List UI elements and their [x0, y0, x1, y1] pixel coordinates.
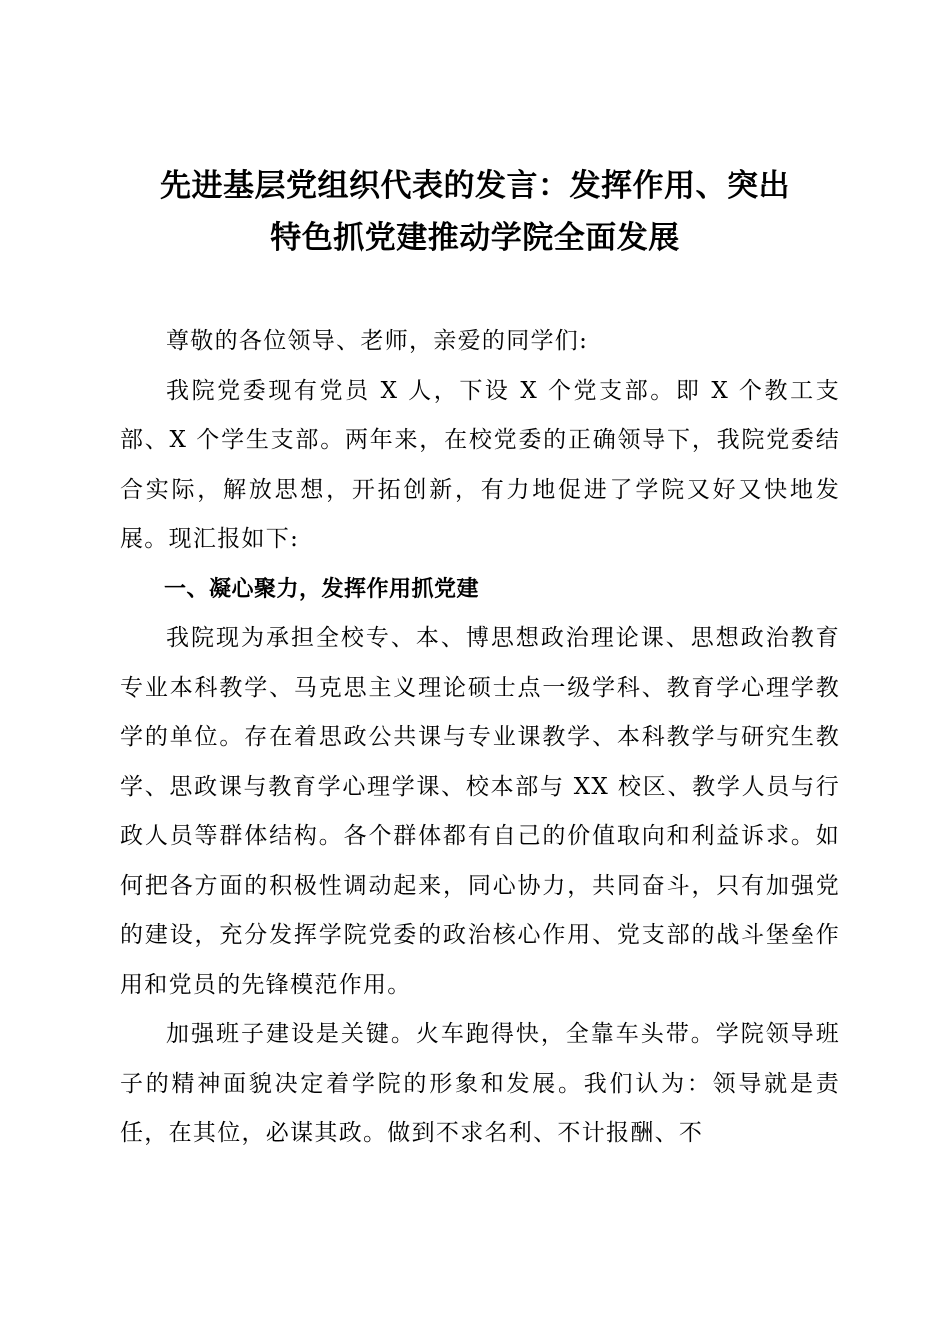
salutation: 尊敬的各位领导、老师，亲爱的同学们:: [166, 328, 589, 354]
section-heading-1: 一、凝心聚力，发挥作用抓党建: [164, 576, 480, 602]
title-line-2: 特色抓党建推动学院全面发展: [270, 220, 680, 256]
title-line-1: 先进基层党组织代表的发言：发挥作用、突出: [160, 168, 790, 204]
section1-paragraph-1: 我院现为承担全校专、本、博思想政治理论课、思想政治教育专业本科教学、马克思主义理论硕士点一级学科、教育学心理学教学的单位。存在着思政公共课与专业课教学、本科教学与研究生教学、思政课与教育学心理学课、校本部与 XX 校区、教学人员与行政人员等群体结构。各个群体都有自己的价值取向和利益诉求。如何把各方面的积极性调动起来，同心协力，共同奋斗，只有加强党的建设，充分发挥学院党委的政治核心作用、党支部的战斗堡垒作用和党员的先锋模范作用。: [120, 625, 840, 998]
document-title: [110, 160, 840, 264]
intro-paragraph: 我院党委现有党员 X 人，下设 X 个党支部。即 X 个教工支部、X 个学生支部。两年来，在校党委的正确领导下，我院党委结合实际，解放思想，开拓创新，有力地促进了学院又好又快地发展。现汇报如下:: [120, 377, 840, 552]
document-body: [120, 317, 840, 1159]
section1-paragraph-2: 加强班子建设是关键。火车跑得快，全靠车头带。学院领导班子的精神面貌决定着学院的形象和发展。我们认为：领导就是责任，在其位，必谋其政。做到不求名利、不计报酬、不: [120, 1021, 840, 1146]
